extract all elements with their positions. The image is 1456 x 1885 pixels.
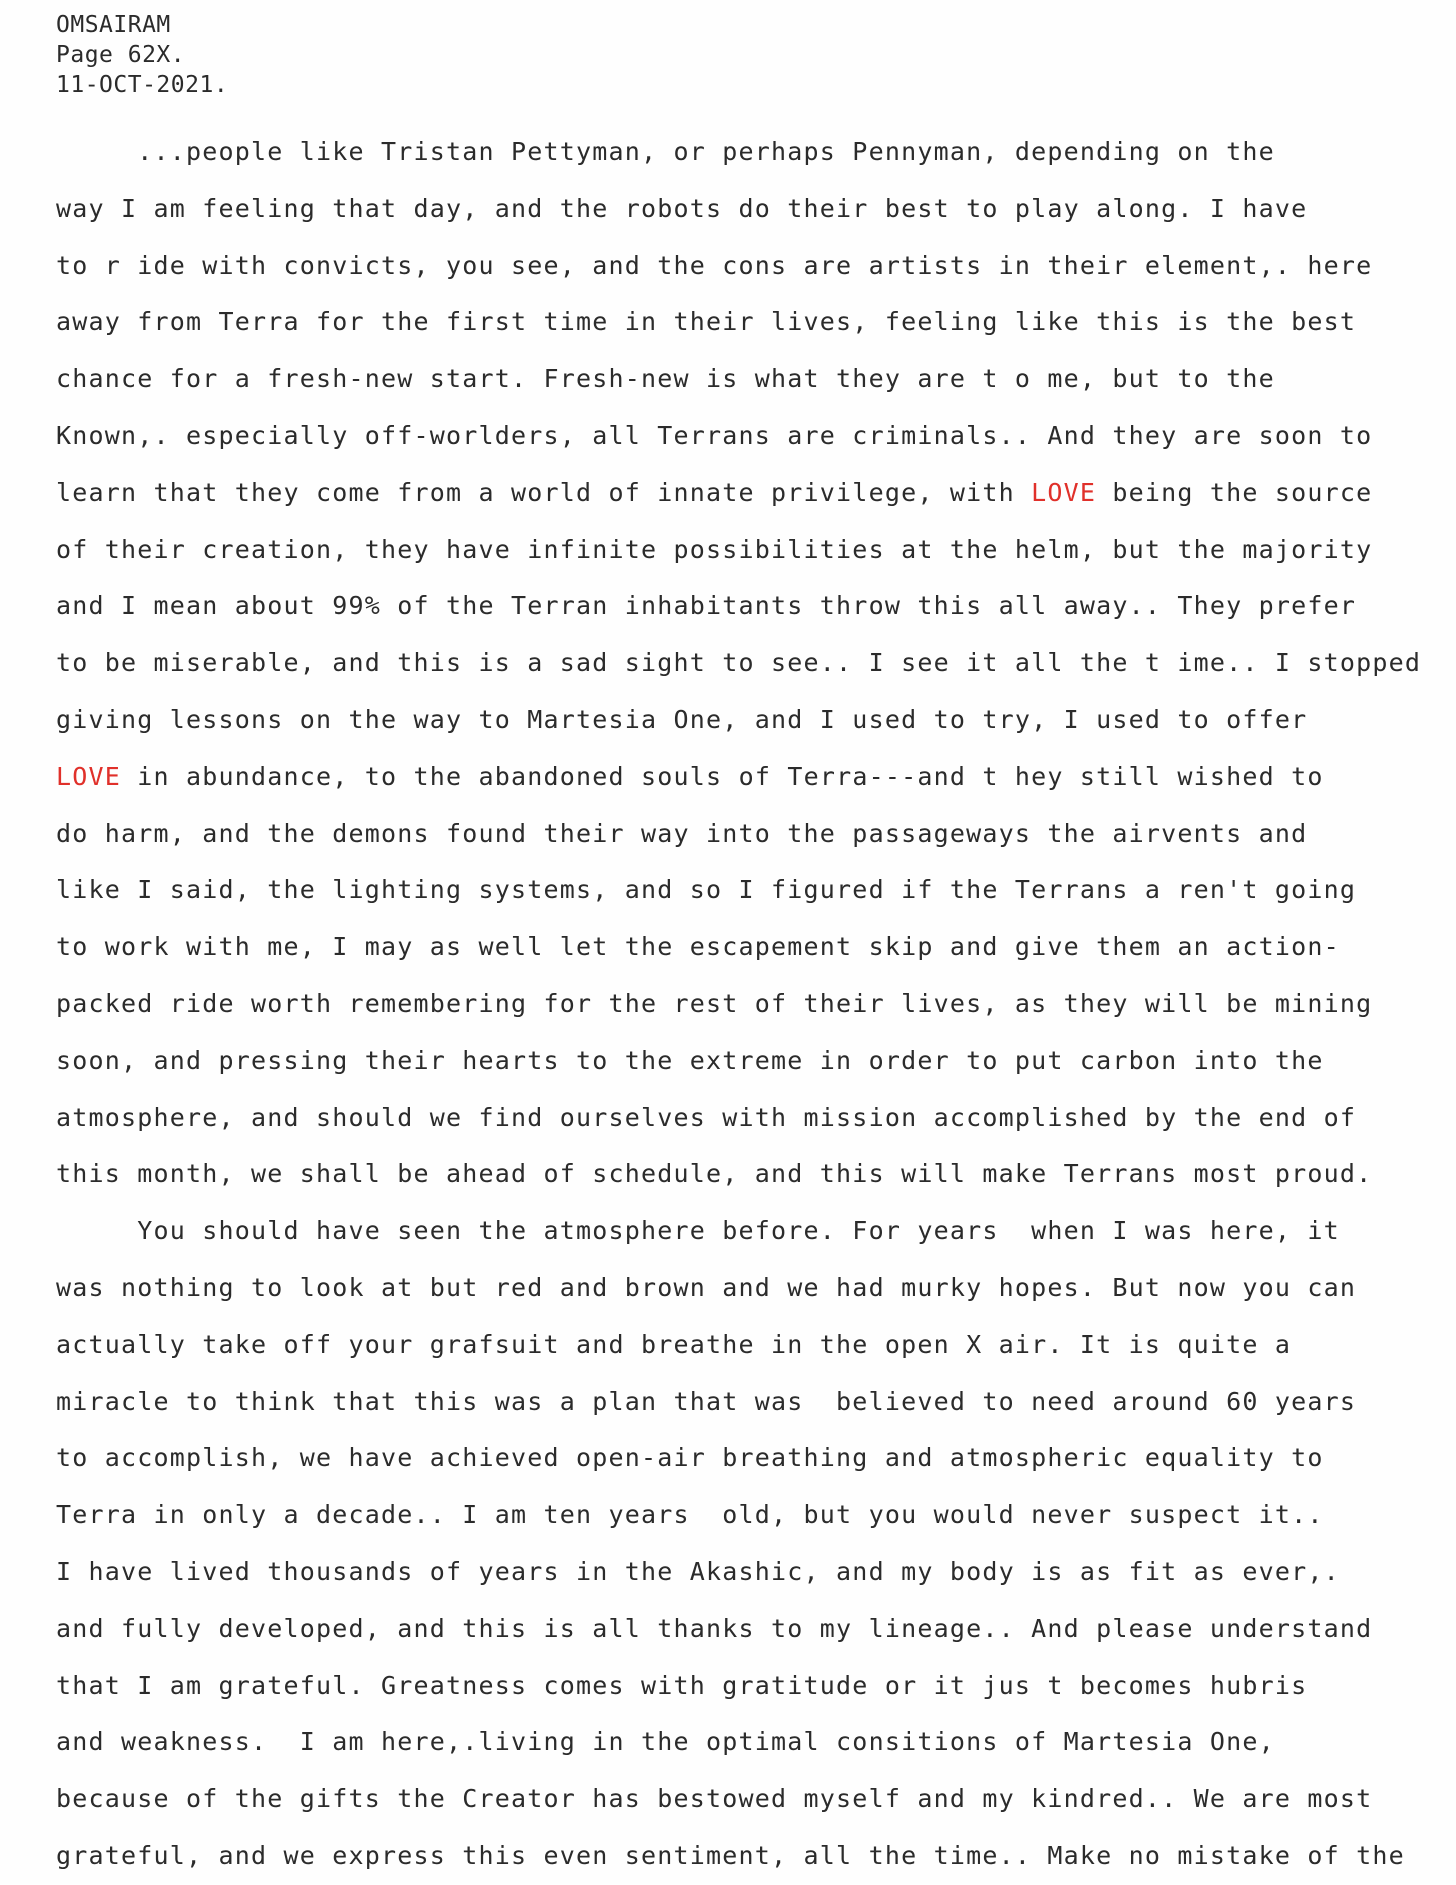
text-segment: in abundance, to the abandoned souls of Terra---and t hey still wished to: [121, 761, 1324, 791]
text-segment: way I am feeling that day, and the robots do their best to play along. I have: [56, 193, 1308, 223]
text-segment: to r ide with convicts, you see, and the cons are artists in their element,. here: [56, 250, 1373, 280]
header-date: 11-OCT-2021.: [56, 72, 229, 98]
text-line: [56, 578, 1456, 635]
text-segment: away from Terra for the first time in their lives, feeling like this is the best: [56, 307, 1357, 337]
text-segment: and weakness. I am here,.living in the optimal consitions of Martesia One,: [56, 1727, 1275, 1757]
text-line: [56, 465, 1456, 522]
text-segment: to accomplish, we have achieved open-air breathing and atmospheric equality to: [56, 1443, 1324, 1473]
text-line: [56, 1317, 1456, 1374]
text-segment: soon, and pressing their hearts to the extreme in order to put carbon into the: [56, 1045, 1324, 1075]
text-segment: learn that they come from a world of innate privilege, with: [56, 477, 1032, 507]
text-line: [56, 692, 1456, 749]
text-segment: ...people like Tristan Pettyman, or perhaps Pennyman, depending on the: [56, 137, 1275, 166]
text-line: [56, 1601, 1456, 1658]
text-line: [56, 806, 1456, 863]
text-segment: packed ride worth remembering for the rest of their lives, as they will be mining: [56, 988, 1373, 1018]
text-segment: giving lessons on the way to Martesia One, and I used to try, I used to offer: [56, 704, 1308, 734]
text-segment: of their creation, they have infinite possibilities at the helm, but the majority: [56, 534, 1373, 564]
love-word: LOVE: [1031, 477, 1097, 507]
text-line: [56, 976, 1456, 1033]
text-line: [56, 522, 1456, 579]
text-segment: this month, we shall be ahead of schedule, and this will make Terrans most proud.: [56, 1159, 1373, 1189]
text-segment: Known,. especially off-worlders, all Terrans are criminals.. And they are soon to: [56, 420, 1373, 450]
text-segment: atmosphere, and should we find ourselves with mission accomplished by the end of: [56, 1102, 1357, 1132]
text-segment: being the source: [1096, 477, 1373, 507]
text-line: [56, 1544, 1456, 1601]
text-line: [56, 862, 1456, 919]
text-segment: that I am grateful. Greatness comes with gratitude or it jus t becomes hubris: [56, 1670, 1308, 1700]
text-line: [56, 1714, 1456, 1771]
text-line: [56, 1203, 1456, 1260]
text-segment: like I said, the lighting systems, and so I figured if the Terrans a ren't going: [56, 875, 1357, 905]
text-line: [56, 635, 1456, 692]
text-line: [56, 408, 1456, 465]
text-segment: to be miserable, and this is a sad sight to see.. I see it all the t ime.. I stopped: [56, 648, 1422, 678]
text-segment: grateful, and we express this even sentiment, all the time.. Make no mistake of the: [56, 1840, 1405, 1870]
page-header: [56, 10, 228, 100]
text-segment: I have lived thousands of years in the Akashic, and my body is as fit as ever,.: [56, 1556, 1340, 1586]
header-title: OMSAIRAM: [56, 12, 171, 38]
text-segment: was nothing to look at but red and brown and we had murky hopes. But now you can: [56, 1272, 1357, 1302]
text-line: [56, 919, 1456, 976]
text-line: [56, 1771, 1456, 1828]
text-segment: actually take off your grafsuit and breathe in the open X air. It is quite a: [56, 1329, 1292, 1359]
text-segment: do harm, and the demons found their way into the passageways the airvents and: [56, 818, 1308, 848]
text-line: [56, 351, 1456, 408]
text-segment: and I mean about 99% of the Terran inhabitants throw this all away.. They prefer: [56, 591, 1357, 621]
body-text: [56, 124, 1456, 1885]
text-line: [56, 1828, 1456, 1885]
text-segment: because of the gifts the Creator has bestowed myself and my kindred.. We are most: [56, 1784, 1373, 1814]
text-segment: to work with me, I may as well let the escapement skip and give them an action-: [56, 932, 1340, 962]
text-segment: chance for a fresh-new start. Fresh-new is what they are t o me, but to the: [56, 364, 1275, 394]
text-segment: Terra in only a decade.. I am ten years old, but you would never suspect it..: [56, 1500, 1324, 1530]
text-line: [56, 1658, 1456, 1715]
text-line: [56, 749, 1456, 806]
text-line: [56, 1374, 1456, 1431]
text-line: [56, 294, 1456, 351]
text-line: [56, 181, 1456, 238]
text-line: [56, 1260, 1456, 1317]
text-line: [56, 1487, 1456, 1544]
text-line: [56, 1090, 1456, 1147]
text-line: [56, 124, 1456, 181]
text-line: [56, 1033, 1456, 1090]
text-line: [56, 1430, 1456, 1487]
text-line: [56, 238, 1456, 295]
text-line: [56, 1146, 1456, 1203]
text-segment: You should have seen the atmosphere before. For years when I was here, it: [56, 1216, 1340, 1246]
love-word: LOVE: [56, 761, 122, 791]
header-page-number: Page 62X.: [56, 42, 186, 68]
text-segment: miracle to think that this was a plan that was believed to need around 60 years: [56, 1386, 1357, 1416]
text-segment: and fully developed, and this is all thanks to my lineage.. And please understand: [56, 1613, 1373, 1643]
